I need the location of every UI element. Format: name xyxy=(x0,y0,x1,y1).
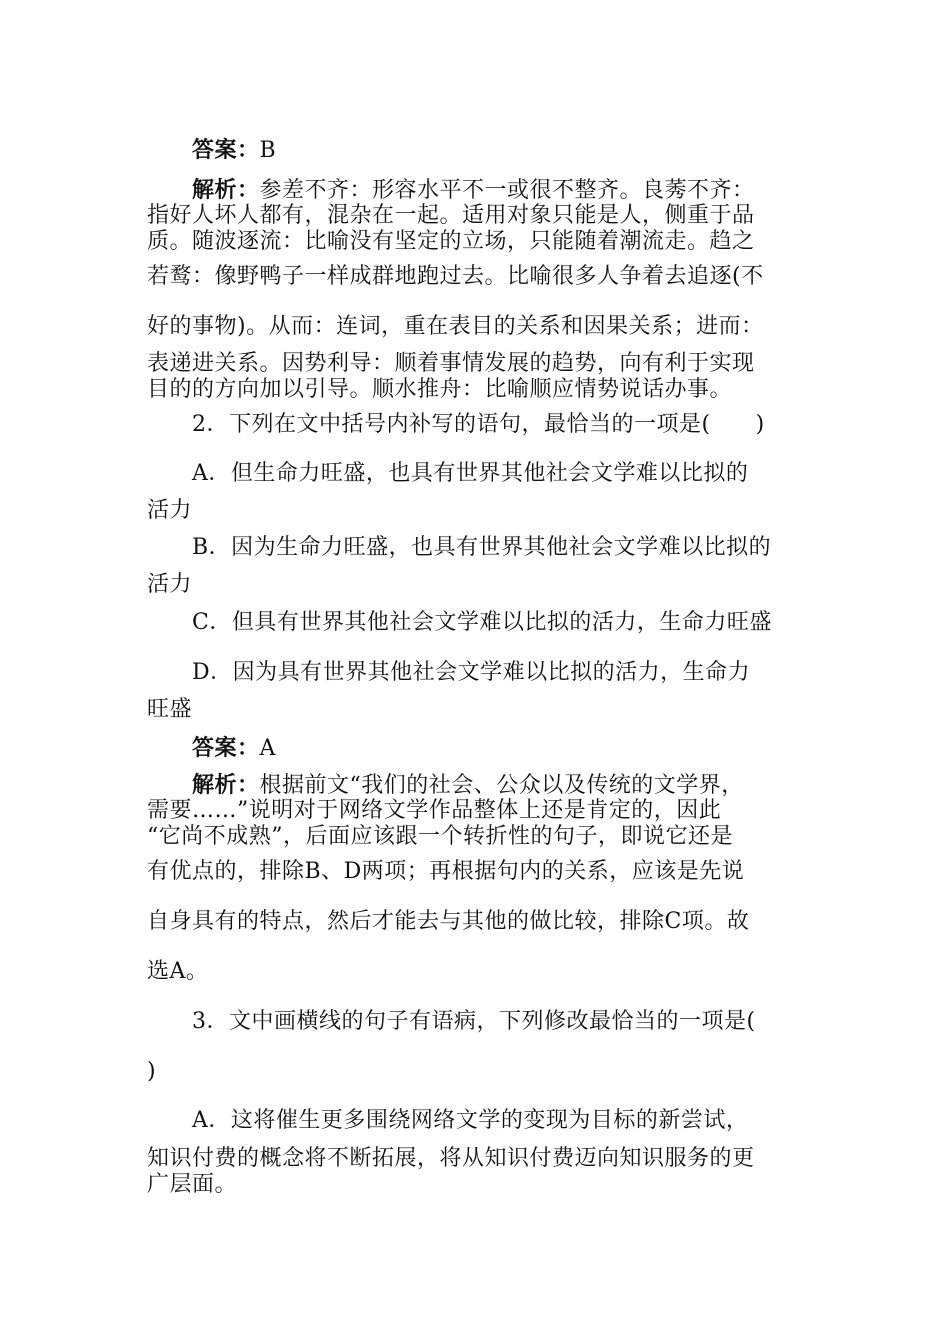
answer-label: 答案： xyxy=(192,735,260,761)
answer-label: 答案： xyxy=(192,137,260,163)
q1-analysis-line: 目的的方向加以引导。顺水推舟：比喻顺应情势说话办事。 xyxy=(147,377,733,402)
q1-analysis-line: 解析：参差不齐：形容水平不一或很不整齐。良莠不齐： xyxy=(192,177,755,203)
q1-analysis-line: 若鹜：像野鸭子一样成群地跑过去。比喻很多人争着去追逐(不 xyxy=(147,264,764,289)
q3-option-a: A．这将催生更多围绕网络文学的变现为目标的新尝试， xyxy=(192,1108,749,1133)
q3-stem-cont: ) xyxy=(147,1059,157,1084)
analysis-label: 解析： xyxy=(192,772,260,798)
q2-option-a: A．但生命力旺盛，也具有世界其他社会文学难以比拟的 xyxy=(192,461,749,486)
q2-answer xyxy=(192,735,852,762)
q3-option-a-cont: 知识付费的概念将不断拓展，将从知识付费迈向知识服务的更 xyxy=(147,1146,755,1171)
q2-analysis-line: 选A。 xyxy=(147,959,209,984)
q3-option-a-cont: 广层面。 xyxy=(147,1172,238,1197)
answer-value: A xyxy=(259,736,276,761)
q2-option-a-cont: 活力 xyxy=(147,498,193,523)
q2-analysis-line: 需要……”说明对于网络文学作品整体上还是肯定的，因此 xyxy=(147,798,722,823)
answer-value: B xyxy=(259,138,277,163)
q2-option-c: C．但具有世界其他社会文学难以比拟的活力，生命力旺盛 xyxy=(192,610,772,635)
q2-analysis-line: “它尚不成熟”，后面应该跟一个转折性的句子，即说它还是 xyxy=(147,824,733,849)
q1-answer xyxy=(192,137,852,164)
q2-option-d: D．因为具有世界其他社会文学难以比拟的活力，生命力 xyxy=(192,660,751,685)
q1-analysis-line: 表递进关系。因势利导：顺着事情发展的趋势，向有利于实现 xyxy=(147,351,755,376)
analysis-label: 解析： xyxy=(192,177,260,203)
q2-option-d-cont: 旺盛 xyxy=(147,697,193,722)
q2-analysis-line: 有优点的，排除B、D两项；再根据句内的关系，应该是先说 xyxy=(147,859,745,884)
q1-analysis-line: 质。随波逐流：比喻没有坚定的立场，只能随着潮流走。趋之 xyxy=(147,229,755,254)
q1-analysis-line: 好的事物)。从而：连词，重在表目的关系和因果关系；进而： xyxy=(147,314,764,339)
q2-analysis-line: 自身具有的特点，然后才能去与其他的做比较，排除C项。故 xyxy=(147,909,750,934)
q2-option-b-cont: 活力 xyxy=(147,572,193,597)
q2-option-b: B．因为生命力旺盛，也具有世界其他社会文学难以比拟的 xyxy=(192,535,772,560)
q2-stem: 2．下列在文中括号内补写的语句，最恰当的一项是( ) xyxy=(192,412,765,437)
q1-analysis-line: 指好人坏人都有，混杂在一起。适用对象只能是人，侧重于品 xyxy=(147,203,755,228)
q3-stem: 3．文中画横线的句子有语病，下列修改最恰当的一项是( xyxy=(192,1009,756,1034)
q2-analysis-line: 解析：根据前文“我们的社会、公众以及传统的文学界， xyxy=(192,772,744,798)
